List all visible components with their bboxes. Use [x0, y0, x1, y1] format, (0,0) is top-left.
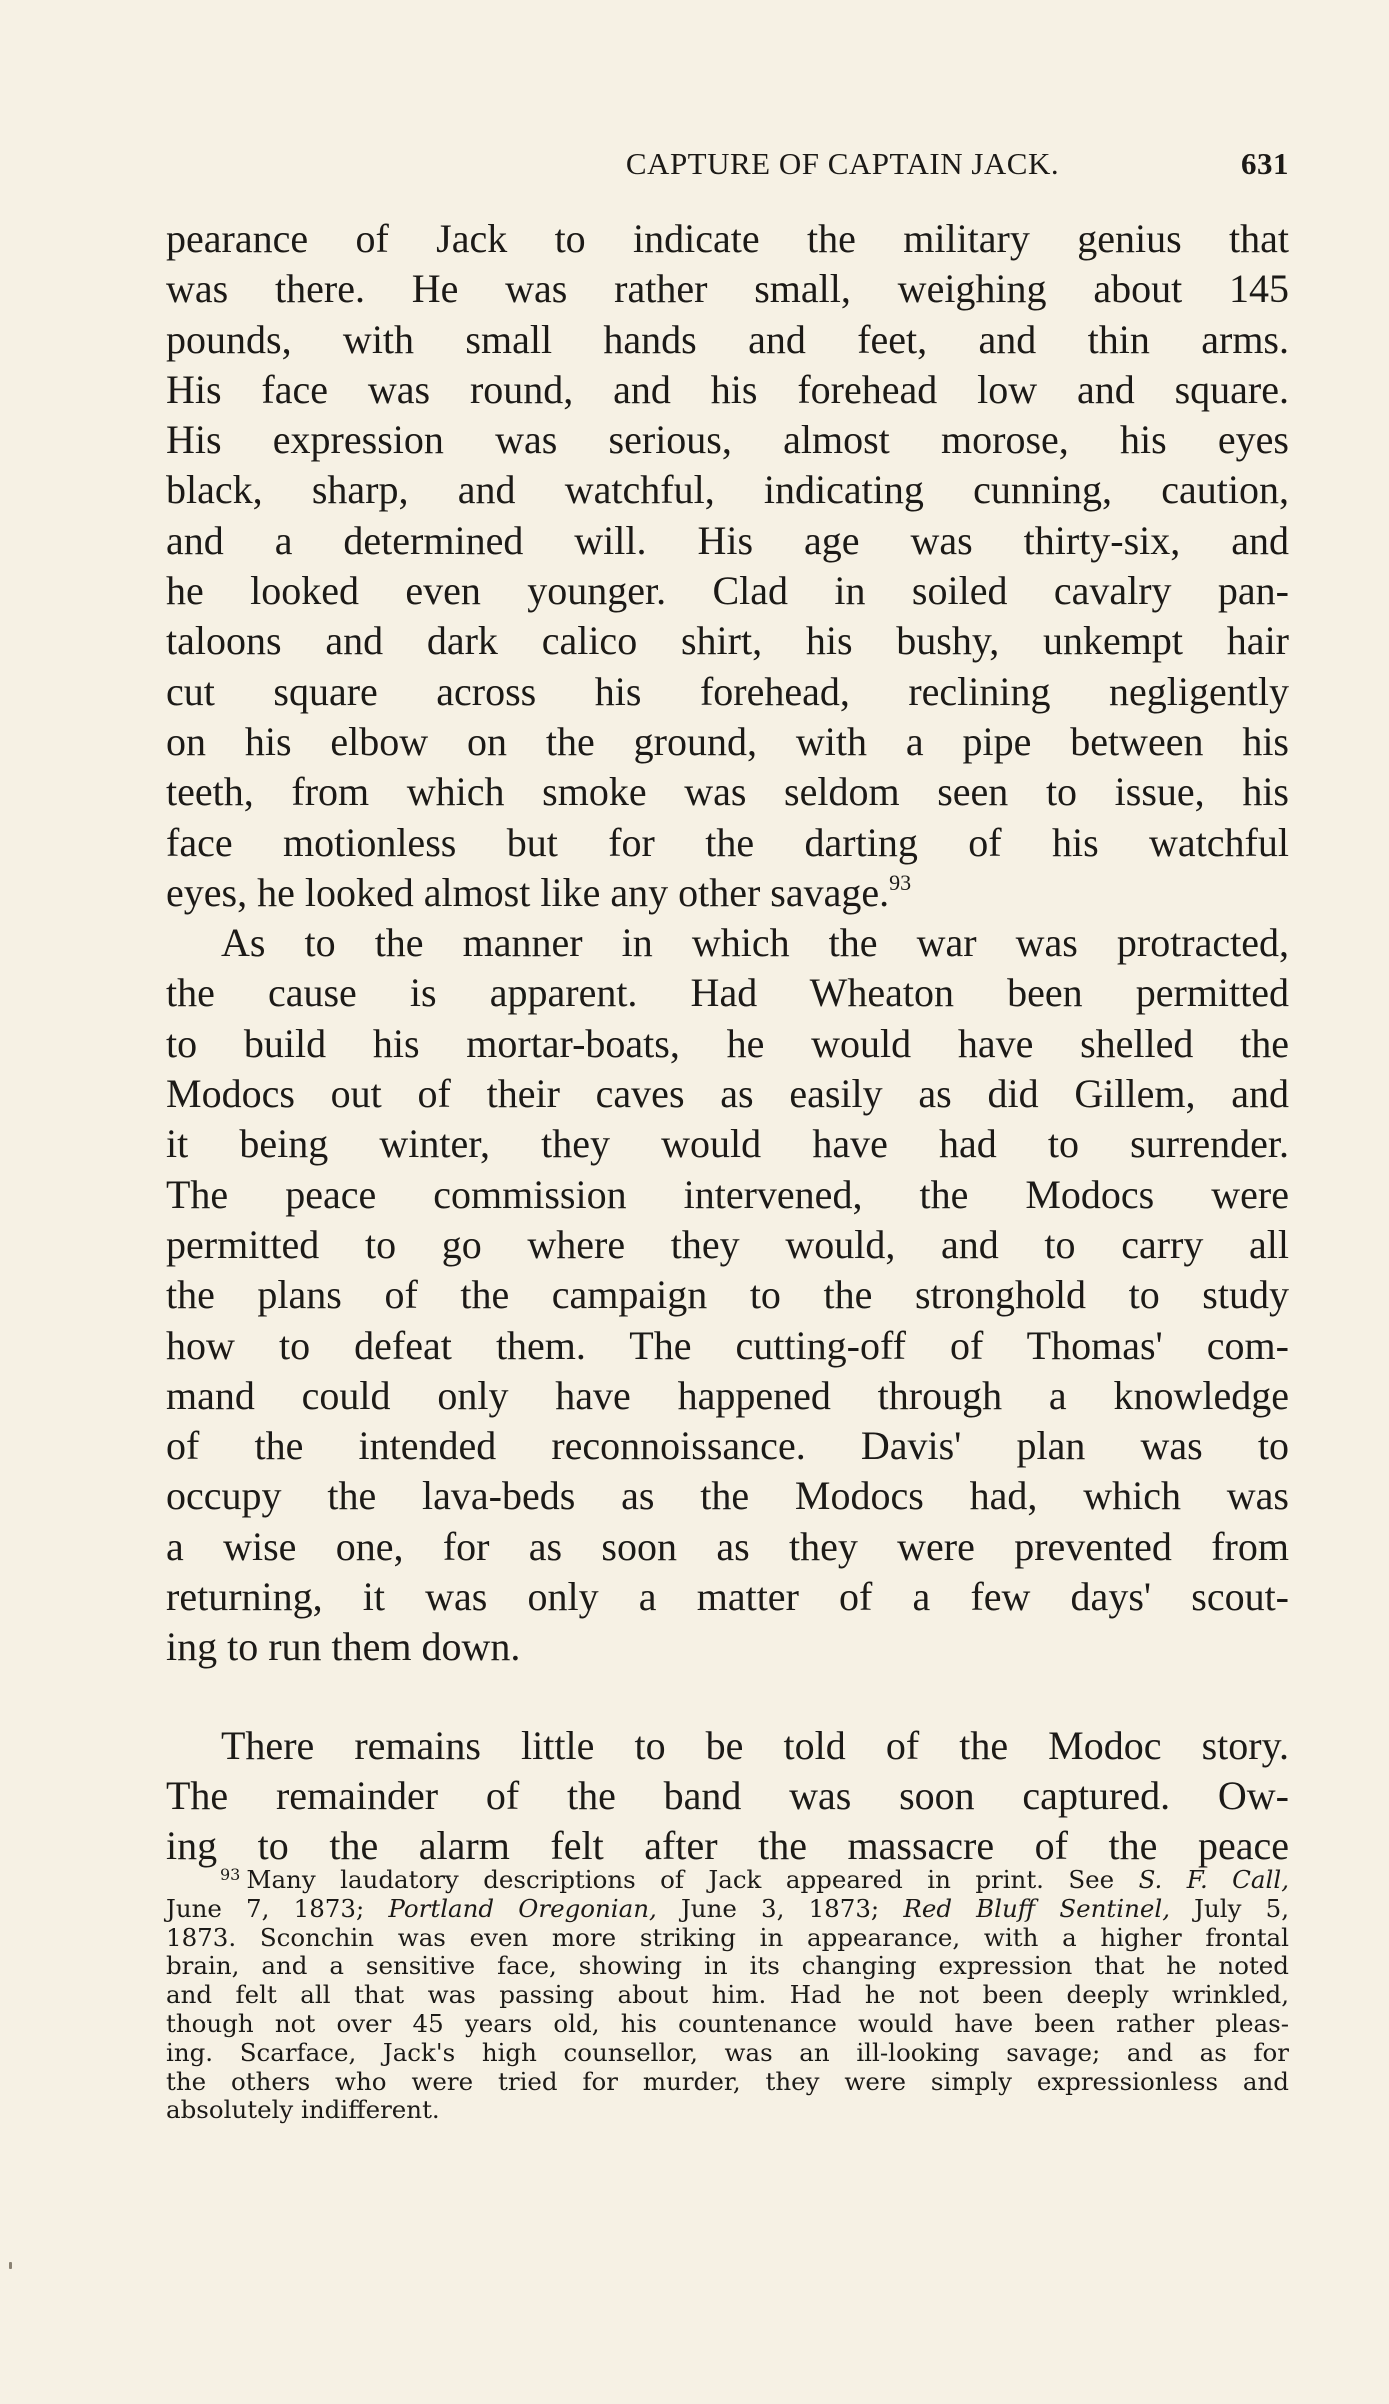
footnote-line: though not over 45 years old, his countenance would have been rather pleas- [166, 2008, 1289, 2038]
text-line: black, sharp, and watchful, indicating cunning, caution, [166, 467, 1289, 513]
text-line: cut square across his forehead, reclining negligently [166, 668, 1289, 714]
text-line: how to defeat them. The cutting-off of Thomas' com- [166, 1322, 1289, 1368]
citation-date: July 5, [1169, 1893, 1289, 1923]
citation-date: June 7, 1873; [166, 1893, 389, 1923]
text-line: the cause is apparent. Had Wheaton been permitted [166, 970, 1289, 1016]
footnote-line: 1873. Sconchin was even more striking in appearance, with a higher frontal [166, 1922, 1289, 1952]
text-line: The peace commission intervened, the Modocs were [166, 1171, 1289, 1217]
running-head [166, 146, 1289, 186]
footnote [166, 1866, 1289, 2125]
paragraph [166, 1721, 1289, 1872]
footnote-line [166, 1895, 1289, 1924]
text-line: it being winter, they would have had to surrender. [166, 1121, 1289, 1167]
text-line: Modocs out of their caves as easily as did Gillem, and [166, 1071, 1289, 1117]
text-line: the plans of the campaign to the stronghold to study [166, 1272, 1289, 1318]
text-line: teeth, from which smoke was seldom seen to issue, his [166, 769, 1289, 815]
running-title: CAPTURE OF CAPTAIN JACK. [625, 146, 1060, 181]
body-text [166, 214, 1289, 1872]
footnote-marker: 93 [220, 1865, 241, 1884]
source-citation: Red Bluff Sentinel, [903, 1893, 1170, 1923]
line-text: eyes, he looked almost like any other savage. [166, 869, 890, 915]
source-citation: S. F. Call, [1138, 1865, 1289, 1894]
footnote-line: and felt all that was passing about him. Had he not been deeply wrinkled, [166, 1980, 1289, 2010]
text-line: to build his mortar-boats, he would have shelled the [166, 1020, 1289, 1066]
page-number: 631 [1241, 146, 1289, 181]
text-line: There remains little to be told of the Modoc story. [221, 1722, 1289, 1768]
section-break [166, 1673, 1289, 1721]
text-line: As to the manner in which the war was protracted, [221, 920, 1289, 966]
footnote-text: Many laudatory descriptions of Jack appeared in print. See [246, 1865, 1139, 1894]
paragraph [166, 214, 1289, 918]
text-line: on his elbow on the ground, with a pipe between his [166, 718, 1289, 764]
text-line: His face was round, and his forehead low and square. [166, 366, 1289, 412]
text-line: returning, it was only a matter of a few days' scout- [166, 1574, 1289, 1620]
text-line: ing to run them down. [166, 1624, 521, 1670]
text-line: taloons and dark calico shirt, his bushy, unkempt hair [166, 618, 1289, 664]
text-line: he looked even younger. Clad in soiled cavalry pan- [166, 568, 1289, 614]
citation-date: June 3, 1873; [656, 1893, 904, 1923]
text-line: occupy the lava-beds as the Modocs had, which was [166, 1473, 1289, 1519]
text-line [166, 868, 1289, 918]
text-line: ing to the alarm felt after the massacre of the peace [166, 1823, 1289, 1869]
text-line: of the intended reconnoissance. Davis' plan was to [166, 1423, 1289, 1469]
text-line: face motionless but for the darting of his watchful [166, 819, 1289, 865]
text-line: was there. He was rather small, weighing about 145 [166, 266, 1289, 312]
source-citation: Portland Oregonian, [388, 1893, 657, 1923]
text-line: and a determined will. His age was thirty-six, and [166, 517, 1289, 563]
text-line: a wise one, for as soon as they were prevented from [166, 1523, 1289, 1569]
text-line: The remainder of the band was soon captured. Ow- [166, 1772, 1289, 1818]
footnote-line: the others who were tried for murder, they were simply expressionless and [166, 2066, 1289, 2096]
footnote-line: brain, and a sensitive face, showing in its changing expression that he noted [166, 1951, 1289, 1981]
footnote-reference[interactable]: 93 [889, 869, 912, 895]
footnote-line: ing. Scarface, Jack's high counsellor, was an ill-looking savage; and as for [166, 2037, 1289, 2067]
paragraph [166, 918, 1289, 1672]
text-line: His expression was serious, almost morose, his eyes [166, 417, 1289, 463]
text-line: mand could only have happened through a knowledge [166, 1372, 1289, 1418]
paper-speck [9, 2262, 12, 2269]
text-line: pearance of Jack to indicate the military genius that [166, 216, 1289, 261]
text-line: pounds, with small hands and feet, and thin arms. [166, 316, 1289, 362]
footnote-line: absolutely indifferent. [166, 2095, 440, 2125]
text-line: permitted to go where they would, and to carry all [166, 1221, 1289, 1267]
footnote-line [166, 1866, 1289, 1895]
